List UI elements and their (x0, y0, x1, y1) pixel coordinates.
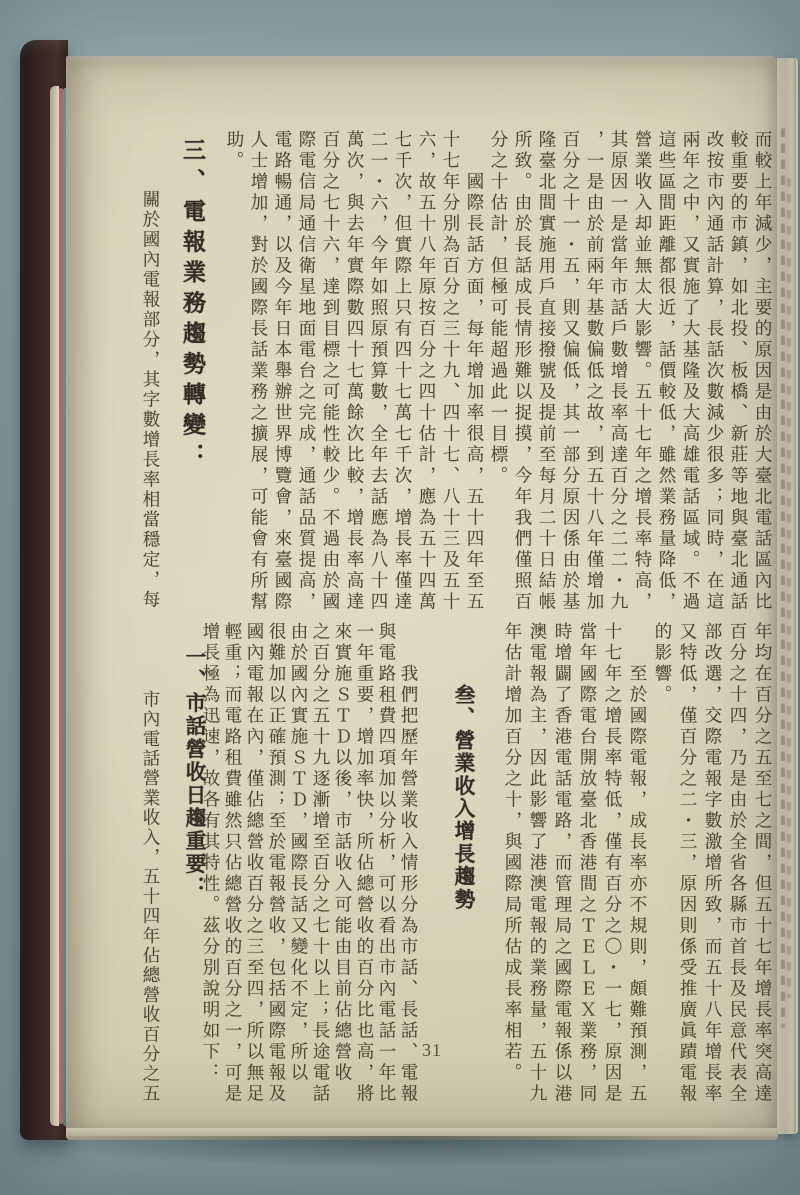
bleed-through-text-marks (781, 128, 785, 1028)
paragraph-local-call-intro: 市內電話營業收入，五十四年佔總營收百分之五 (141, 690, 161, 1104)
bleed-through-text-marks (787, 178, 791, 998)
page-stack-edge (50, 86, 59, 1126)
paragraph-telegraph-growth: 年均在百分之五至七之間，但五十七年增長率突高達 百分之十四，乃是由於全省各縣市首長及民意代表全 部改選，交際電報字數激增所致，而五十八年增長率 又特低，僅百分之二・三，原因則係受推廣眞蹟電報 的影響。 至於國際電報，成長率亦不規則，頗難預測，五 十七年之增長率特低，僅有百分之〇・一七，原因是 當年國際電台開放臺北香港間之ＴＥＬＥＸ業務，同 時增闢了香港電話電路，而管理局之國際電報係以港 澳電報為主，因此影響了港澳電報的業務量，五十九 年估計增加百分之十，與國際局所估成長率相若。 (503, 622, 773, 1105)
book-shadow (30, 1136, 780, 1166)
paragraph-revenue-analysis: 我們把歷年營業收入情形分為市話、長話、電報 與電路租費四項加以分析，可以看出市內電話一年比 一年重要，增加率快，所佔總營收的百分比也高，將 來實施ＳＴＤ以後，市話收入可能由目前佔總營收 之百分之五十九逐漸增至百分之七十以上；長途電話 由於國內實施ＳＴＤ，國際長話又變化不定，所以 很難加以正確預測；至於電報營收，包括國際電報及 國內電報在內，僅佔總營收百分之三至四，所以無足 輕重；而電路租費雖然只佔總營收的百分之一，可是 增長極為迅速，故各有其特性。茲分別說明如下： (201, 622, 419, 1105)
heading-telegraph-trend: 三、電報業務趨勢轉變： (180, 138, 205, 474)
heading-revenue-growth: 叁、營業收入增長趨勢 (451, 684, 473, 911)
book-page (66, 56, 777, 1134)
next-page-fore-edge (777, 58, 798, 1134)
page-number: 31 (422, 1040, 442, 1060)
paragraph-telegraph-intro: 關於國內電報部分，其字數增長率相當穩定，每 (141, 190, 161, 610)
heading-local-call-revenue: 一、市話營收日趨重要： (182, 646, 204, 899)
paragraph-local-long-distance: 而較上年減少，主要的原因是由於大臺北電話區內比 較重要的市鎮，如北投、板橋、新莊等地與臺北通話 改按市內通話計算，長話次數減少很多；同時，在這 兩年之中，又實施了大基隆及大高雄電話區域。不過 這些區間距離都很近，話價較低，雖然業務量降低， 營業收入却並無太大影響。五十七年之增長率特高， 其原因一是當年市話戶數增長率高達百分之二二・九 ，一是由於前兩年基數偏低之故，到五十八年僅增加 百分之十一・五，則又偏低，其一部分原因係由於基 隆臺北間實施用戶直接撥號及提前至每月二十日結帳 所致。由於長話成長情形難以捉摸，今年我們僅照百 分之十估計，但極可能超過此一目標。 國際長話方面，每年增加率很高，五十四年至五 十七年分別為百分之三十九、四十七、八十三及五十 六，故五十八年原按百分之四十估計，應為五十四萬 七千次，但實際上只有四十七萬七千次，增長率僅達 二一・六，今年如照原預算數，全年去話應為八十四 萬次，與去年實際數四十七萬餘次比較，增長率高達 百分之七十六，達到目標之可能性較少。不過由於國 際電信局通信衛星地面電台之完成，通話品質提高， 電路暢通，以及今年日本舉辦世界博覽會，來臺國際 人士增加，對於國際長話業務之擴展，可能會有所幫 助。 (225, 130, 773, 613)
